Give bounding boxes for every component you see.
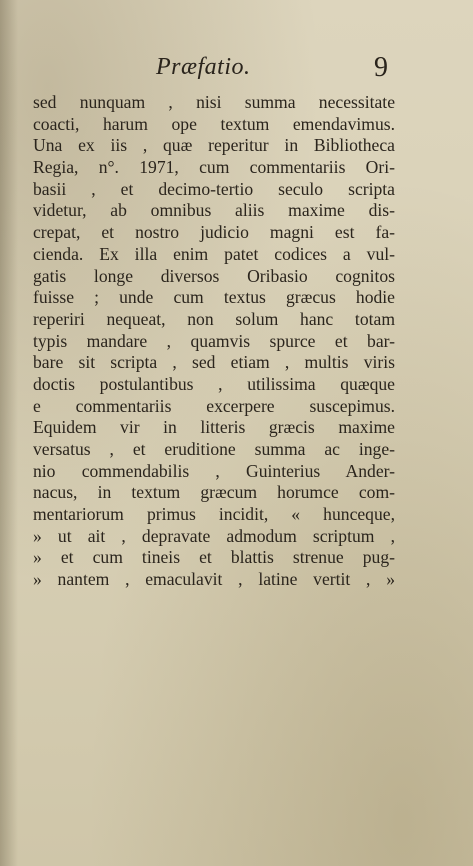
body-text xyxy=(33,92,395,591)
text-line: cienda. Ex illa enim patet codices a vul- xyxy=(33,243,395,264)
text-line: typis mandare , quamvis spurce et bar- xyxy=(33,330,395,351)
text-line: » ut ait , depravate admodum scriptum , xyxy=(33,525,395,546)
text-line: » et cum tineis et blattis strenue pug- xyxy=(33,547,395,568)
text-line: reperiri nequeat, non solum hanc totam xyxy=(33,308,395,329)
text-line: mentariorum primus incidit, « hunceque, xyxy=(33,504,395,525)
page-header xyxy=(0,54,473,90)
text-line: nio commendabilis , Guinterius Ander- xyxy=(33,460,395,481)
text-line: gatis longe diversos Oribasio cognitos xyxy=(33,265,395,286)
text-line: Regia, n°. 1971, cum commentariis Ori- xyxy=(33,157,395,178)
text-line: fuisse ; unde cum textus græcus hodie xyxy=(33,287,395,308)
text-line: e commentariis excerpere suscepimus. xyxy=(33,395,395,416)
text-line: Una ex iis , quæ reperitur in Bibliotheca xyxy=(33,135,395,156)
text-line: versatus , et eruditione summa ac inge- xyxy=(33,439,395,459)
text-line: basii , et decimo-tertio seculo scripta xyxy=(33,178,395,199)
running-title: Præfatio. xyxy=(156,54,251,80)
text-line: coacti, harum ope textum emendavimus. xyxy=(33,113,395,134)
text-line: nacus, in textum græcum horumce com- xyxy=(33,482,395,503)
text-line: doctis postulantibus , utilissima quæque xyxy=(33,373,395,394)
text-line: videtur, ab omnibus aliis maxime dis- xyxy=(33,200,395,221)
page-number: 9 xyxy=(374,52,388,83)
text-line: sed nunquam , nisi summa necessitate xyxy=(33,92,395,112)
text-line: Equidem vir in litteris græcis maxime xyxy=(33,417,395,438)
text-line: crepat, et nostro judicio magni est fa- xyxy=(33,222,395,243)
text-line: » nantem , emaculavit , latine vertit , » xyxy=(33,569,395,590)
text-line: bare sit scripta , sed etiam , multis viris xyxy=(33,352,395,373)
